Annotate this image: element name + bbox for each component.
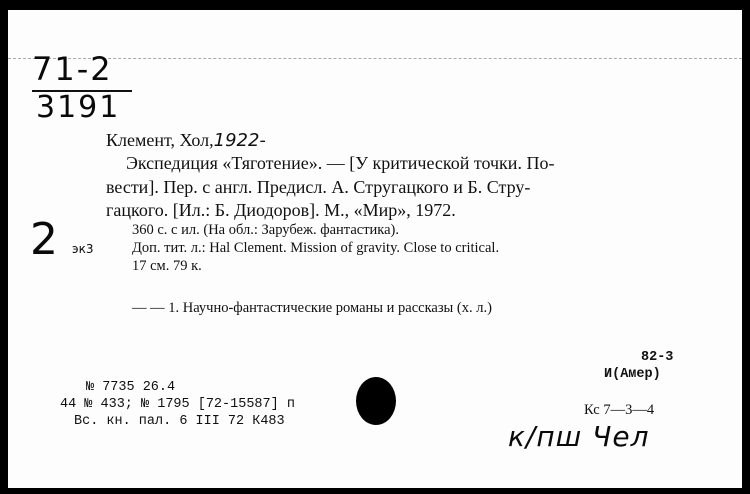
body-line-3: гацкого. [Ил.: Б. Диодоров]. М., «Мир», 1972. (106, 200, 456, 220)
author-dates: 1922- (213, 130, 266, 151)
details-line-2: Доп. тит. л.: Hal Clement. Mission of gravity. Close to critical. (132, 240, 500, 256)
subject-line: — — 1. Научно-фантастические романы и рассказы (х. л.) (132, 300, 492, 316)
classification-region: И(Амер) (604, 367, 661, 382)
handwritten-signature: к/пш Чел (508, 420, 650, 453)
margin-number: 2 (30, 214, 58, 265)
body-line-2: вести]. Пер. с англ. Предисл. А. Стругацкого и Б. Стру- (106, 177, 531, 197)
author-heading (106, 130, 266, 151)
call-number-top: 71-2 (32, 50, 113, 88)
registry-line-3: Вс. кн. пал. 6 III 72 К483 (74, 414, 285, 429)
margin-note: эк3 (72, 242, 94, 256)
registry-line-1: № 7735 26.4 (86, 380, 176, 395)
classification-code: 82-3 (641, 350, 674, 365)
details-line-1: 360 с. с ил. (На обл.: Зарубеж. фантастика). (132, 222, 400, 238)
details-line-3: 17 см. 79 к. (132, 258, 202, 274)
call-number-bottom: 3191 (36, 90, 121, 125)
body-line-1: Экспедиция «Тяготение». — [У критической точки. По- (126, 153, 555, 173)
registry-line-2: 44 № 433; № 1795 [72-15587] п (60, 397, 295, 412)
author-name: Клемент, Хол, (106, 130, 214, 150)
punch-hole (356, 377, 396, 425)
dashed-rule (8, 58, 742, 59)
catalog-card (8, 10, 742, 488)
stamp-code: Кс 7—3—4 (584, 402, 655, 418)
